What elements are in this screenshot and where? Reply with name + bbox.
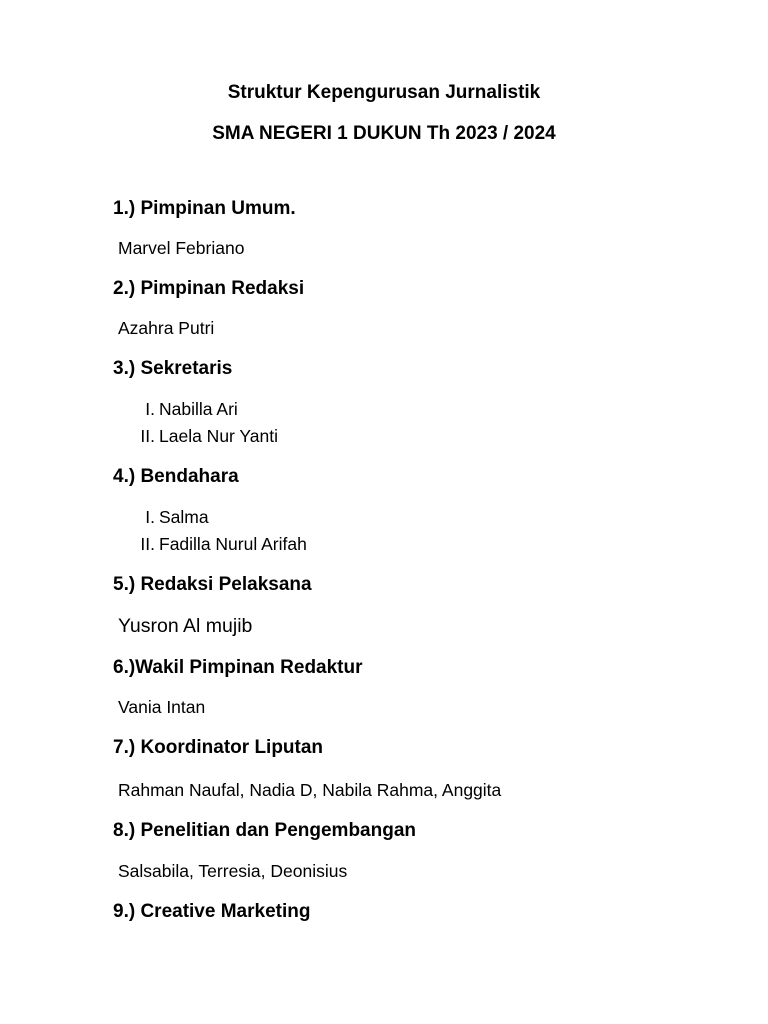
section-heading-redaksi-pelaksana: 5.) Redaksi Pelaksana (113, 574, 312, 595)
list-item (0, 506, 768, 528)
section-heading-pimpinan-umum: 1.) Pimpinan Umum. (113, 198, 296, 219)
section-heading-wakil-pimpinan-redaktur: 6.)Wakil Pimpinan Redaktur (113, 657, 363, 678)
list-item (0, 425, 768, 447)
member-pimpinan-umum: Marvel Febriano (118, 238, 245, 258)
document-title: Struktur Kepengurusan Jurnalistik (227, 82, 541, 103)
member-sekretaris-2: Laela Nur Yanti (159, 426, 279, 446)
list-marker: I. (145, 507, 155, 527)
member-penelitian-pengembangan: Salsabila, Terresia, Deonisius (118, 861, 348, 881)
member-bendahara-2: Fadilla Nurul Arifah (159, 534, 307, 554)
section-heading-koordinator-liputan: 7.) Koordinator Liputan (113, 737, 324, 758)
member-pimpinan-redaksi: Azahra Putri (118, 318, 215, 338)
section-heading-penelitian-pengembangan: 8.) Penelitian dan Pengembangan (113, 820, 417, 841)
section-heading-sekretaris: 3.) Sekretaris (113, 358, 233, 379)
document-subtitle: SMA NEGERI 1 DUKUN Th 2023 / 2024 (212, 123, 556, 144)
list-item (0, 533, 768, 555)
list-marker: II. (140, 426, 155, 446)
member-wakil-pimpinan-redaktur: Vania Intan (118, 697, 206, 717)
section-heading-creative-marketing: 9.) Creative Marketing (113, 901, 311, 922)
section-heading-pimpinan-redaksi: 2.) Pimpinan Redaksi (113, 278, 305, 299)
member-bendahara-1: Salma (159, 507, 209, 527)
member-koordinator-liputan: Rahman Naufal, Nadia D, Nabila Rahma, Anggita (118, 780, 502, 800)
list-marker: I. (145, 399, 155, 419)
member-redaksi-pelaksana: Yusron Al mujib (118, 615, 253, 637)
member-sekretaris-1: Nabilla Ari (159, 399, 238, 419)
list-item (0, 398, 768, 420)
list-marker: II. (140, 534, 155, 554)
section-heading-bendahara: 4.) Bendahara (113, 466, 239, 487)
